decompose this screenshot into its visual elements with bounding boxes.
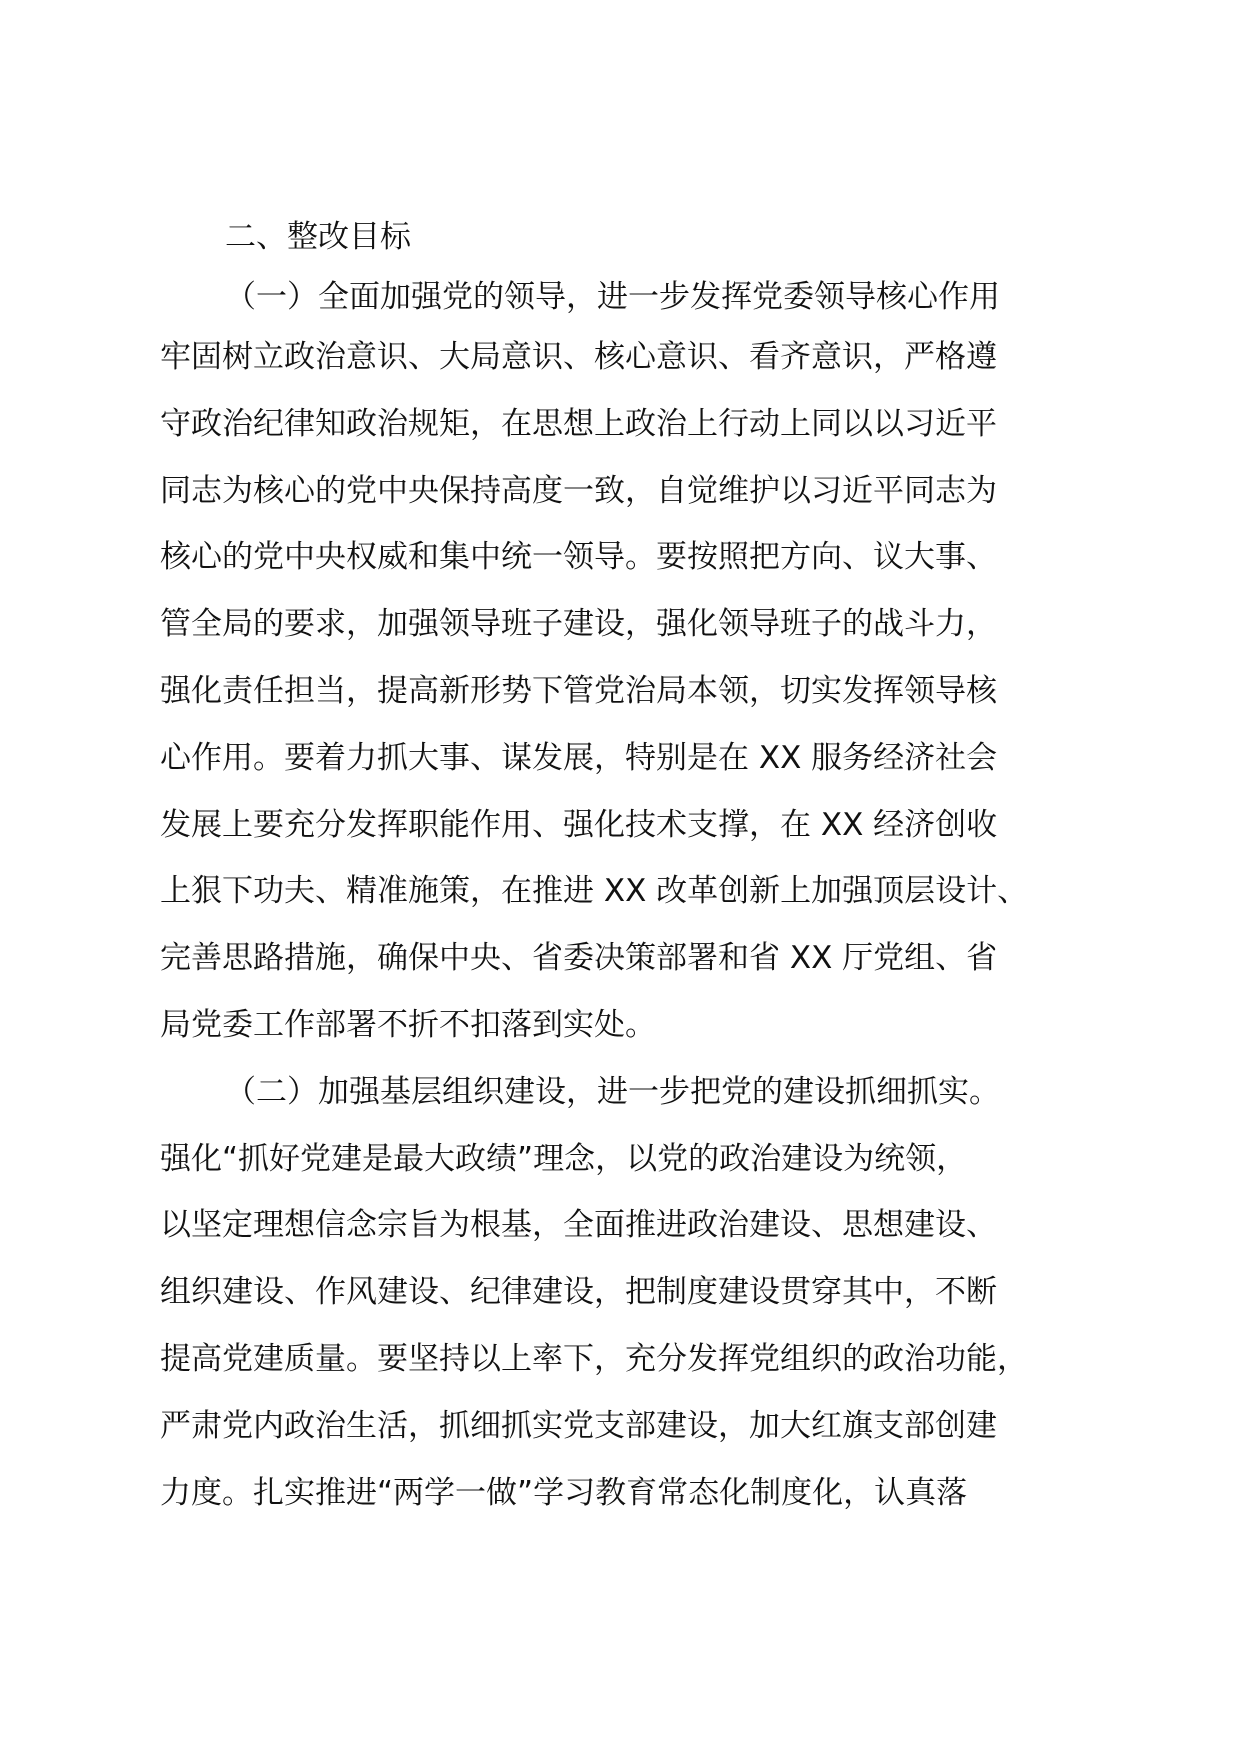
paragraph-line: 严肃党内政治生活，抓细抓实党支部建设，加大红旗支部创建 [160, 1408, 997, 1444]
paragraph-line: 上狠下功夫、精准施策，在推进 XX 改革创新上加强顶层设计、 [160, 873, 1029, 909]
paragraph-line: 发展上要充分发挥职能作用、强化技术支撑，在 XX 经济创收 [160, 807, 998, 843]
paragraph-line: 牢固树立政治意识、大局意识、核心意识、看齐意识，严格遵 [160, 339, 997, 375]
paragraph-line: 管全局的要求，加强领导班子建设，强化领导班子的战斗力， [160, 606, 997, 642]
paragraph-line: 核心的党中央权威和集中统一领导。要按照把方向、议大事、 [160, 539, 997, 575]
paragraph-line: 强化“抓好党建是最大政绩”理念，以党的政治建设为统领， [160, 1141, 968, 1177]
paragraph-line: 完善思路措施，确保中央、省委决策部署和省 XX 厅党组、省 [160, 940, 998, 976]
paragraph-line: 提高党建质量。要坚持以上率下，充分发挥党组织的政治功能， [160, 1341, 1028, 1377]
paragraph-line: 心作用。要着力抓大事、谋发展，特别是在 XX 服务经济社会 [160, 740, 998, 776]
paragraph-line: 以坚定理想信念宗旨为根基，全面推进政治建设、思想建设、 [160, 1207, 997, 1243]
paragraph-line: 局党委工作部署不折不扣落到实处。 [160, 1007, 656, 1043]
subsection-heading-1: （一）全面加强党的领导，进一步发挥党委领导核心作用 [225, 279, 1000, 315]
subsection-heading-2: （二）加强基层组织建设，进一步把党的建设抓细抓实。 [225, 1074, 1000, 1110]
paragraph-line: 同志为核心的党中央保持高度一致，自觉维护以习近平同志为 [160, 473, 997, 509]
paragraph-line: 守政治纪律知政治规矩，在思想上政治上行动上同以以习近平 [160, 406, 997, 442]
paragraph-line: 强化责任担当，提高新形势下管党治局本领，切实发挥领导核 [160, 673, 997, 709]
paragraph-line: 组织建设、作风建设、纪律建设，把制度建设贯穿其中，不断 [160, 1274, 997, 1310]
section-heading: 二、整改目标 [225, 219, 411, 255]
paragraph-line: 力度。扎实推进“两学一做”学习教育常态化制度化，认真落 [160, 1475, 968, 1511]
